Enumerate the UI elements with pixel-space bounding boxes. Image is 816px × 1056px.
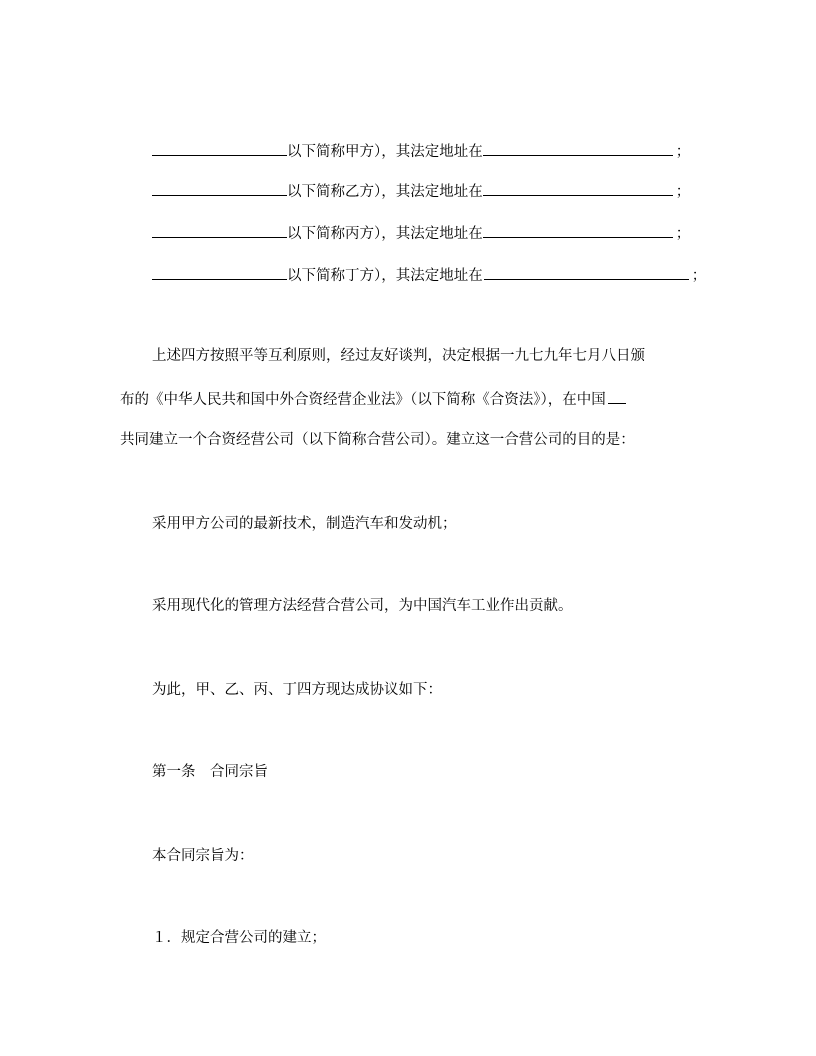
party-c-address-blank[interactable] [483, 222, 673, 238]
party-d-end: ； [691, 268, 707, 284]
party-c-label: 以下简称丙方），其法定地址在 [287, 226, 483, 242]
party-row-c [152, 222, 690, 244]
party-c-name-blank[interactable] [152, 222, 287, 238]
agreement-line: 为此，甲、乙、丙、丁四方现达成协议如下： [152, 682, 442, 698]
party-a-address-blank[interactable] [483, 140, 673, 156]
intro-line-1: 上述四方按照平等互利原则，经过友好谈判，决定根据一九七九年七月八日颁 [152, 348, 645, 364]
intro-line-2 [120, 388, 626, 410]
party-a-label: 以下简称甲方），其法定地址在 [287, 144, 483, 160]
party-a-end: ； [675, 144, 691, 160]
party-b-name-blank[interactable] [152, 180, 287, 196]
party-row-b [152, 180, 690, 202]
party-a-name-blank[interactable] [152, 140, 287, 156]
article-1-item-1: １．规定合营公司的建立； [152, 930, 326, 946]
purpose-1: 采用甲方公司的最新技术，制造汽车和发动机； [152, 516, 457, 532]
location-blank[interactable] [608, 388, 626, 404]
purpose-2: 采用现代化的管理方法经营合营公司，为中国汽车工业作出贡献。 [152, 598, 573, 614]
party-row-a [152, 140, 690, 162]
party-c-end: ； [675, 226, 691, 242]
party-b-label: 以下简称乙方），其法定地址在 [287, 184, 483, 200]
article-1-heading: 第一条 合同宗旨 [152, 764, 268, 780]
party-b-end: ； [675, 184, 691, 200]
party-d-label: 以下简称丁方），其法定地址在 [287, 268, 483, 284]
intro-line-2-text: 布的《中华人民共和国中外合资经营企业法》（以下简称《合资法》），在中国 [120, 392, 606, 408]
intro-line-3: 共同建立一个合资经营公司（以下简称合营公司）。建立这一合营公司的目的是： [120, 432, 635, 448]
party-row-d [152, 264, 706, 286]
party-b-address-blank[interactable] [483, 180, 673, 196]
article-1-body: 本合同宗旨为： [152, 848, 254, 864]
party-d-name-blank[interactable] [152, 264, 287, 280]
party-d-address-blank[interactable] [484, 264, 689, 280]
